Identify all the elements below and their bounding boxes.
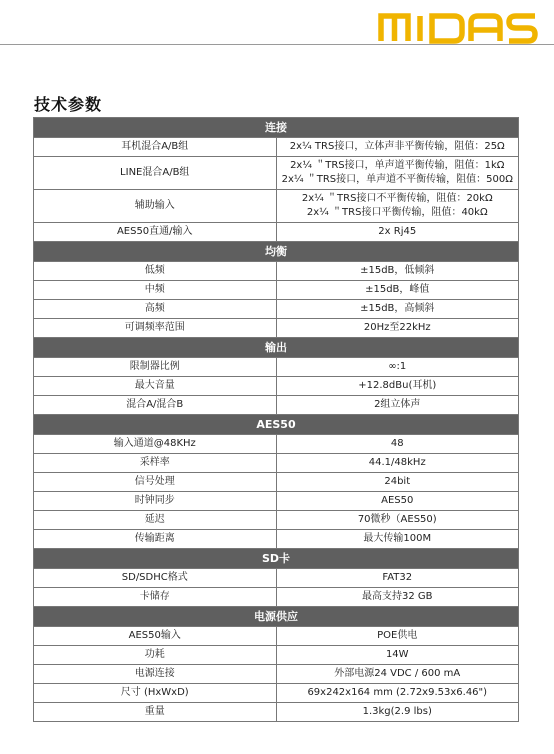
spec-label: 传输距离 bbox=[34, 530, 277, 549]
spec-value-line: 70微秒（AES50) bbox=[357, 514, 437, 525]
spec-row bbox=[34, 627, 519, 646]
midas-logo bbox=[378, 10, 538, 44]
spec-value bbox=[276, 358, 519, 377]
section-header: 均衡 bbox=[34, 242, 519, 262]
spec-row bbox=[34, 138, 519, 157]
spec-label: 输入通道@48KHz bbox=[34, 435, 277, 454]
spec-value bbox=[276, 492, 519, 511]
spec-value-line: AES50 bbox=[381, 495, 414, 506]
spec-label: 低频 bbox=[34, 262, 277, 281]
spec-value bbox=[276, 396, 519, 415]
spec-row bbox=[34, 157, 519, 190]
spec-row bbox=[34, 665, 519, 684]
spec-label: SD/SDHC格式 bbox=[34, 569, 277, 588]
spec-value-line: 44.1/48kHz bbox=[368, 457, 426, 468]
spec-row bbox=[34, 358, 519, 377]
spec-value-line: ±15dB，低倾斜 bbox=[360, 265, 435, 276]
spec-value-line: 2组立体声 bbox=[374, 399, 421, 410]
spec-row bbox=[34, 396, 519, 415]
spec-value bbox=[276, 454, 519, 473]
spec-row bbox=[34, 684, 519, 703]
spec-row bbox=[34, 300, 519, 319]
section-header: 连接 bbox=[34, 118, 519, 138]
spec-value bbox=[276, 319, 519, 338]
spec-value bbox=[276, 473, 519, 492]
spec-value-line: 69x242x164 mm (2.72x9.53x6.46") bbox=[307, 687, 488, 698]
spec-value-line: ±15dB，峰值 bbox=[365, 284, 430, 295]
spec-row bbox=[34, 492, 519, 511]
spec-value bbox=[276, 157, 519, 190]
spec-row bbox=[34, 190, 519, 223]
spec-label: 重量 bbox=[34, 703, 277, 722]
spec-value-line: 外部电源24 VDC / 600 mA bbox=[334, 668, 461, 679]
spec-row bbox=[34, 435, 519, 454]
spec-label: 功耗 bbox=[34, 646, 277, 665]
spec-row bbox=[34, 588, 519, 607]
spec-value-line: 2x¼ ＂TRS接口，单声道平衡传输，阻值：1kΩ bbox=[290, 160, 505, 171]
spec-row bbox=[34, 646, 519, 665]
spec-row bbox=[34, 377, 519, 396]
spec-value-line: FAT32 bbox=[382, 572, 413, 583]
page-title: 技术参数 bbox=[34, 95, 103, 114]
spec-value-line: +12.8dBu(耳机) bbox=[358, 380, 437, 391]
spec-value-line: 20Hz至22kHz bbox=[363, 322, 431, 333]
spec-value bbox=[276, 665, 519, 684]
spec-row bbox=[34, 703, 519, 722]
spec-label: 高频 bbox=[34, 300, 277, 319]
spec-value bbox=[276, 262, 519, 281]
spec-label: 电源连接 bbox=[34, 665, 277, 684]
spec-value bbox=[276, 588, 519, 607]
spec-label: 采样率 bbox=[34, 454, 277, 473]
spec-label: 限制器比例 bbox=[34, 358, 277, 377]
spec-row bbox=[34, 319, 519, 338]
section-header-row bbox=[34, 118, 519, 138]
spec-table bbox=[33, 117, 519, 722]
section-header-row bbox=[34, 607, 519, 627]
spec-label: 延迟 bbox=[34, 511, 277, 530]
spec-value bbox=[276, 435, 519, 454]
spec-value bbox=[276, 223, 519, 242]
section-header: 电源供应 bbox=[34, 607, 519, 627]
spec-label: AES50直通/输入 bbox=[34, 223, 277, 242]
spec-label: 可调频率范围 bbox=[34, 319, 277, 338]
spec-value bbox=[276, 377, 519, 396]
spec-value-line: ∞:1 bbox=[388, 361, 407, 372]
header-divider bbox=[0, 44, 554, 45]
spec-value-line: 2x¼ ＂TRS接口，单声道不平衡传输，阻值：500Ω bbox=[281, 174, 513, 185]
spec-label: 辅助输入 bbox=[34, 190, 277, 223]
spec-value bbox=[276, 530, 519, 549]
spec-value bbox=[276, 281, 519, 300]
section-header-row bbox=[34, 242, 519, 262]
spec-row bbox=[34, 223, 519, 242]
spec-row bbox=[34, 262, 519, 281]
spec-label: 尺寸 (HxWxD) bbox=[34, 684, 277, 703]
spec-value bbox=[276, 138, 519, 157]
spec-label: 卡储存 bbox=[34, 588, 277, 607]
spec-value-line: POE供电 bbox=[377, 630, 418, 641]
spec-value bbox=[276, 646, 519, 665]
spec-value-line: 48 bbox=[390, 438, 404, 449]
section-header: SD卡 bbox=[34, 549, 519, 569]
spec-label: 耳机混合A/B组 bbox=[34, 138, 277, 157]
spec-label: 信号处理 bbox=[34, 473, 277, 492]
spec-label: 中频 bbox=[34, 281, 277, 300]
spec-value-line: 2x¼ ＂TRS接口平衡传输，阻值：40kΩ bbox=[306, 207, 488, 218]
spec-value-line: 14W bbox=[385, 649, 409, 660]
spec-row bbox=[34, 281, 519, 300]
spec-value-line: 2x¼ ＂TRS接口不平衡传输，阻值：20kΩ bbox=[301, 193, 493, 204]
spec-label: LINE混合A/B组 bbox=[34, 157, 277, 190]
spec-label: 时钟同步 bbox=[34, 492, 277, 511]
spec-value-line: 2x¼ TRS接口，立体声非平衡传输，阻值：25Ω bbox=[289, 141, 505, 152]
spec-value bbox=[276, 300, 519, 319]
section-header: AES50 bbox=[34, 415, 519, 435]
section-header-row bbox=[34, 415, 519, 435]
section-header: 输出 bbox=[34, 338, 519, 358]
spec-value bbox=[276, 627, 519, 646]
section-header-row bbox=[34, 549, 519, 569]
spec-value-line: 1.3kg(2.9 lbs) bbox=[362, 706, 432, 717]
spec-label: 混合A/混合B bbox=[34, 396, 277, 415]
spec-label: AES50输入 bbox=[34, 627, 277, 646]
spec-label: 最大音量 bbox=[34, 377, 277, 396]
spec-row bbox=[34, 569, 519, 588]
spec-value bbox=[276, 569, 519, 588]
spec-value bbox=[276, 684, 519, 703]
spec-row bbox=[34, 454, 519, 473]
section-header-row bbox=[34, 338, 519, 358]
spec-value-line: 24bit bbox=[384, 476, 411, 487]
spec-value-line: 最大传输100M bbox=[363, 533, 432, 544]
spec-row bbox=[34, 530, 519, 549]
spec-value bbox=[276, 190, 519, 223]
spec-value-line: 最高支持32 GB bbox=[361, 591, 433, 602]
spec-value bbox=[276, 703, 519, 722]
spec-row bbox=[34, 511, 519, 530]
spec-value-line: 2x Rj45 bbox=[378, 226, 417, 237]
spec-value bbox=[276, 511, 519, 530]
spec-row bbox=[34, 473, 519, 492]
spec-value-line: ±15dB，高倾斜 bbox=[360, 303, 435, 314]
